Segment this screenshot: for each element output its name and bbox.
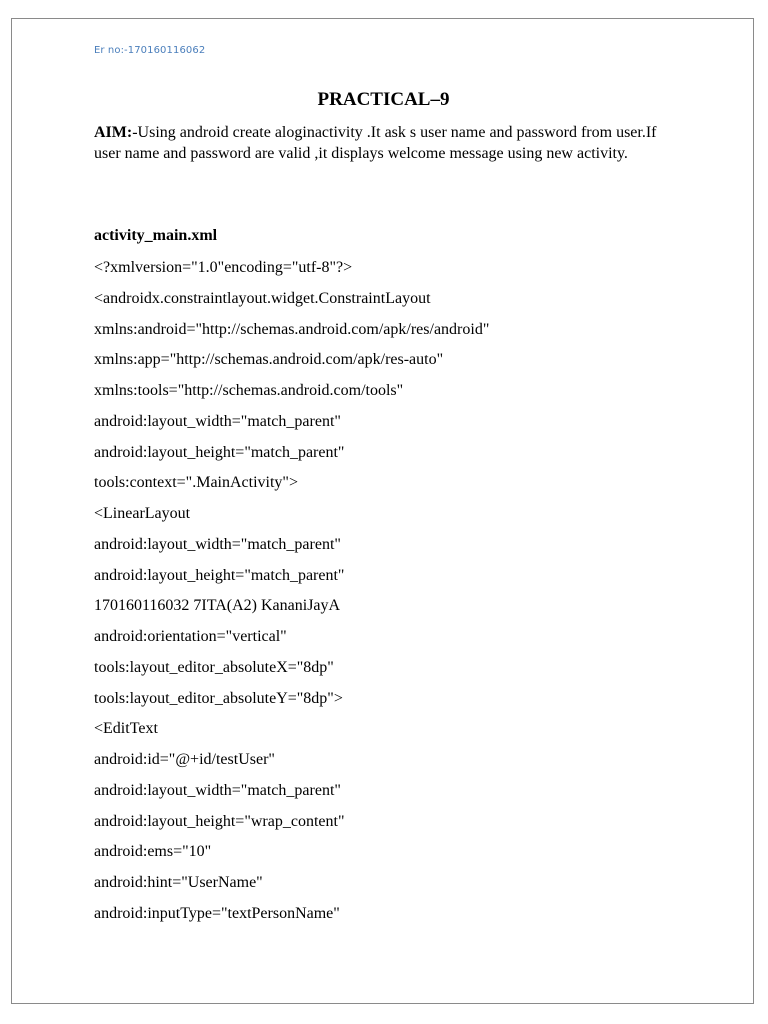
code-line: android:hint="UserName" (94, 874, 263, 891)
enrollment-number: Er no:-170160116062 (94, 45, 206, 56)
code-filename: activity_main.xml (94, 227, 218, 244)
code-line: tools:layout_editor_absoluteX="8dp" (94, 658, 334, 676)
code-line: android:layout_width="match_parent" (94, 781, 341, 799)
code-line: <LinearLayout (94, 505, 191, 522)
code-line: tools:context=".MainActivity"> (94, 474, 298, 492)
code-line: <androidx.constraintlayout.widget.ConstraintLayout (94, 289, 431, 307)
code-line: <EditText (94, 720, 158, 738)
code-line: android:layout_height="match_parent" (94, 443, 345, 461)
code-line: android:layout_width="match_parent" (94, 535, 341, 553)
page-title: PRACTICAL–9 (317, 89, 450, 110)
code-line: 170160116032 7ITA(A2) KananiJayA (94, 597, 341, 615)
code-line: <?xmlversion="1.0"encoding="utf-8"?> (94, 259, 353, 276)
code-line: android:layout_height="match_parent" (94, 566, 345, 584)
code-line: android:layout_height="wrap_content" (94, 812, 345, 830)
code-line: xmlns:tools="http://schemas.android.com/tools" (94, 382, 404, 399)
aim-text: -Using android create aloginactivity .It ask s user name and password from user.If user name and password are valid ,it displays welcome message using new activity. (94, 124, 657, 162)
code-block (94, 257, 714, 934)
code-line: android:orientation="vertical" (94, 628, 287, 645)
code-line: android:layout_width="match_parent" (94, 412, 341, 430)
code-line: android:id="@+id/testUser" (94, 751, 275, 768)
code-line: android:inputType="textPersonName" (94, 904, 340, 922)
code-line: android:ems="10" (94, 843, 212, 861)
aim-paragraph (94, 122, 674, 164)
code-line: tools:layout_editor_absoluteY="8dp"> (94, 689, 343, 707)
aim-label: AIM: (94, 124, 133, 141)
code-line: xmlns:android="http://schemas.android.com/apk/res/android" (94, 320, 490, 338)
code-line: xmlns:app="http://schemas.android.com/apk/res-auto" (94, 351, 444, 369)
document-page (11, 18, 754, 1004)
